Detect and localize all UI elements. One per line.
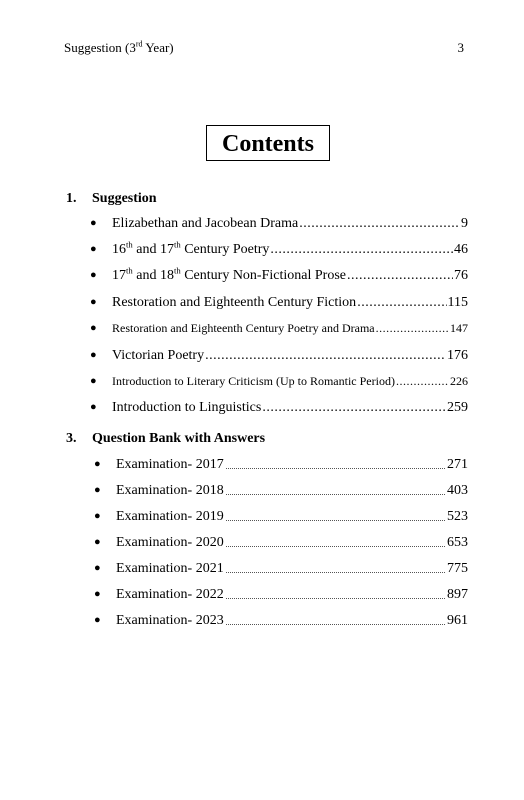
bullet-icon: ● — [94, 562, 101, 574]
dot-leader — [226, 544, 445, 547]
entry-page-number: 176 — [447, 348, 468, 363]
toc-entry[interactable] — [94, 457, 468, 477]
entry-title: Introduction to Linguistics — [112, 400, 262, 415]
bullet-icon: ● — [90, 401, 97, 413]
toc-entry[interactable] — [90, 348, 468, 368]
running-title-sup: rd — [135, 39, 143, 49]
section-title: Suggestion — [92, 191, 157, 206]
entry-title: Restoration and Eighteenth Century Poetry and Drama — [112, 321, 375, 335]
dot-leader — [205, 348, 446, 364]
dot-leader — [226, 596, 445, 599]
dot-leader — [226, 518, 445, 521]
dot-leader — [357, 295, 446, 311]
dot-leader — [347, 268, 453, 284]
entry-page-number: 259 — [447, 400, 468, 415]
entry-title: 17th and 18th Century Non-Fictional Prose — [112, 265, 346, 283]
entry-page-number: 271 — [447, 457, 468, 472]
entry-page-number: 775 — [447, 561, 468, 576]
section-number: 3. — [66, 431, 77, 446]
bullet-icon: ● — [90, 322, 97, 334]
bullet-icon: ● — [90, 243, 97, 255]
bullet-icon: ● — [90, 349, 97, 361]
toc-entry[interactable] — [94, 587, 468, 607]
toc-entry[interactable] — [90, 216, 468, 236]
toc-entry[interactable] — [90, 374, 468, 394]
dot-leader — [226, 466, 445, 469]
dot-leader — [226, 492, 445, 495]
toc-entry[interactable] — [94, 535, 468, 555]
bullet-icon: ● — [94, 588, 101, 600]
entry-title: Examination- 2017 — [116, 457, 224, 472]
bullet-icon: ● — [94, 536, 101, 548]
bullet-icon: ● — [90, 375, 97, 387]
section-title: Question Bank with Answers — [92, 431, 266, 446]
toc-entry[interactable] — [90, 295, 468, 315]
page-number: 3 — [457, 40, 464, 55]
entry-page-number: 653 — [447, 535, 468, 550]
running-title-text: Suggestion (3 — [64, 40, 136, 55]
bullet-icon: ● — [94, 510, 101, 522]
entry-page-number: 76 — [454, 268, 468, 283]
toc-entry[interactable] — [94, 613, 468, 633]
toc-entry[interactable] — [94, 561, 468, 581]
entry-title: Introduction to Literary Criticism (Up to Romantic Period) — [112, 374, 395, 388]
section-number: 1. — [66, 191, 77, 206]
bullet-icon: ● — [90, 269, 97, 281]
entry-page-number: 226 — [450, 374, 468, 388]
toc-entry[interactable] — [90, 265, 468, 288]
entry-page-number: 961 — [447, 613, 468, 628]
entry-page-number: 523 — [447, 509, 468, 524]
dot-leader — [262, 400, 446, 416]
entry-title: Examination- 2021 — [116, 561, 224, 576]
dot-leader — [226, 570, 445, 573]
running-title-end: Year) — [142, 40, 174, 55]
bullet-icon: ● — [90, 296, 97, 308]
toc-entry[interactable] — [90, 400, 468, 420]
bullet-icon: ● — [94, 614, 101, 626]
entry-title: Examination- 2022 — [116, 587, 224, 602]
entry-title: Examination- 2018 — [116, 483, 224, 498]
toc-entry[interactable] — [90, 321, 468, 341]
entry-title: Examination- 2023 — [116, 613, 224, 628]
entry-title: Examination- 2019 — [116, 509, 224, 524]
toc-entry[interactable] — [90, 239, 468, 262]
entry-title: Restoration and Eighteenth Century Fiction — [112, 295, 357, 310]
entry-page-number: 147 — [450, 321, 468, 335]
entry-page-number: 46 — [454, 242, 468, 257]
dot-leader — [299, 216, 460, 232]
dot-leader — [226, 622, 445, 625]
toc-entry[interactable] — [94, 509, 468, 529]
page-title: Contents — [206, 125, 330, 161]
entry-title: Examination- 2020 — [116, 535, 224, 550]
bullet-icon: ● — [94, 458, 101, 470]
running-title — [64, 40, 174, 56]
toc-entry[interactable] — [94, 483, 468, 503]
dot-leader — [396, 374, 449, 389]
entry-page-number: 403 — [447, 483, 468, 498]
entry-page-number: 9 — [461, 216, 468, 231]
entry-title: Victorian Poetry — [112, 348, 205, 363]
entry-title: Elizabethan and Jacobean Drama — [112, 216, 299, 231]
entry-title: 16th and 17th Century Poetry — [112, 239, 270, 257]
bullet-icon: ● — [90, 217, 97, 229]
running-header — [64, 40, 464, 58]
entry-page-number: 115 — [447, 295, 468, 310]
entry-page-number: 897 — [447, 587, 468, 602]
bullet-icon: ● — [94, 484, 101, 496]
dot-leader — [270, 242, 453, 258]
dot-leader — [376, 321, 449, 336]
